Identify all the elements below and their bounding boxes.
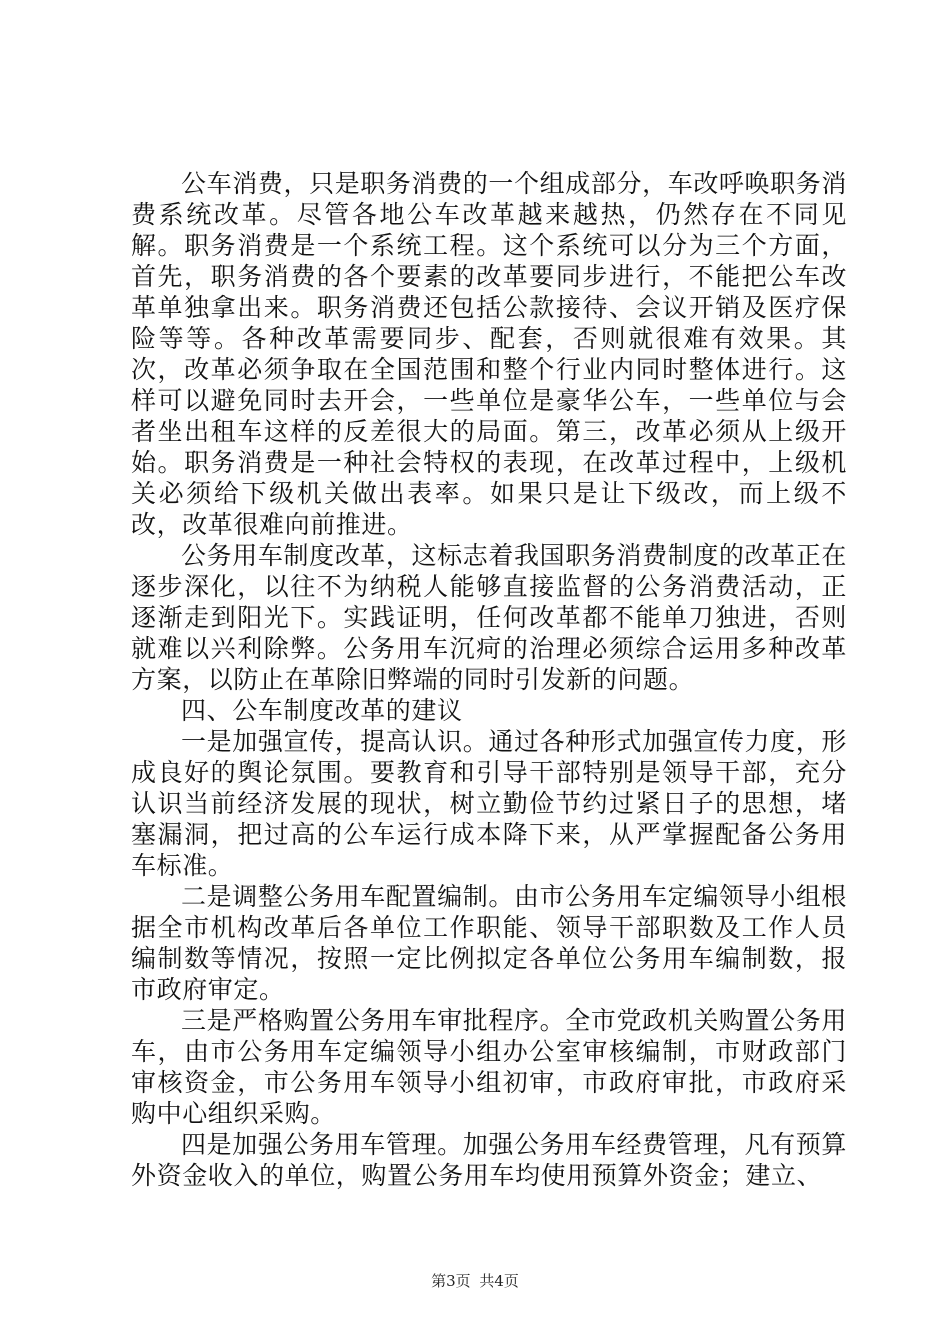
paragraph-4: 二是调整公务用车配置编制。由市公务用车定编领导小组根据全市机构改革后各单位工作职能、领导干部职数及工作人员编制数等情况，按照一定比例拟定各单位公务用车编制数，报市政府审定。 (131, 882, 847, 1004)
document-body (131, 168, 847, 1191)
section-heading: 四、公车制度改革的建议 (181, 696, 463, 725)
paragraph-5: 三是严格购置公务用车审批程序。全市党政机关购置公务用车，由市公务用车定编领导小组办公室审核编制，市财政部门审核资金，市公务用车领导小组初审，市政府审批，市政府采购中心组织采购。 (131, 1006, 847, 1128)
paragraph-6: 四是加强公务用车管理。加强公务用车经费管理，凡有预算外资金收入的单位，购置公务用车均使用预算外资金；建立、 (131, 1130, 847, 1190)
paragraph-3: 一是加强宣传，提高认识。通过各种形式加强宣传力度，形成良好的舆论氛围。要教育和引导干部特别是领导干部，充分认识当前经济发展的现状，树立勤俭节约过紧日子的思想，堵塞漏洞，把过高的公车运行成本降下来，从严掌握配备公务用车标准。 (131, 727, 847, 880)
page-number: 第3页 (431, 1272, 471, 1290)
page-total: 共4页 (479, 1272, 519, 1290)
paragraph-2: 公务用车制度改革，这标志着我国职务消费制度的改革正在逐步深化，以往不为纳税人能够直接监督的公务消费活动，正逐渐走到阳光下。实践证明，任何改革都不能单刀独进，否则就难以兴利除弊。公务用车沉疴的治理必须综合运用多种改革方案，以防止在革除旧弊端的同时引发新的问题。 (131, 541, 847, 694)
paragraph-1: 公车消费，只是职务消费的一个组成部分，车改呼唤职务消费系统改革。尽管各地公车改革越来越热，仍然存在不同见解。职务消费是一个系统工程。这个系统可以分为三个方面，首先，职务消费的各个要素的改革要同步进行，不能把公车改革单独拿出来。职务消费还包括公款接待、会议开销及医疗保险等等。各种改革需要同步、配套，否则就很难有效果。其次，改革必须争取在全国范围和整个行业内同时整体进行。这样可以避免同时去开会，一些单位是豪华公车，一些单位与会者坐出租车这样的反差很大的局面。第三，改革必须从上级开始。职务消费是一种社会特权的表现，在改革过程中，上级机关必须给下级机关做出表率。如果只是让下级改，而上级不改，改革很难向前推进。 (131, 169, 847, 539)
page-footer (0, 1271, 950, 1291)
